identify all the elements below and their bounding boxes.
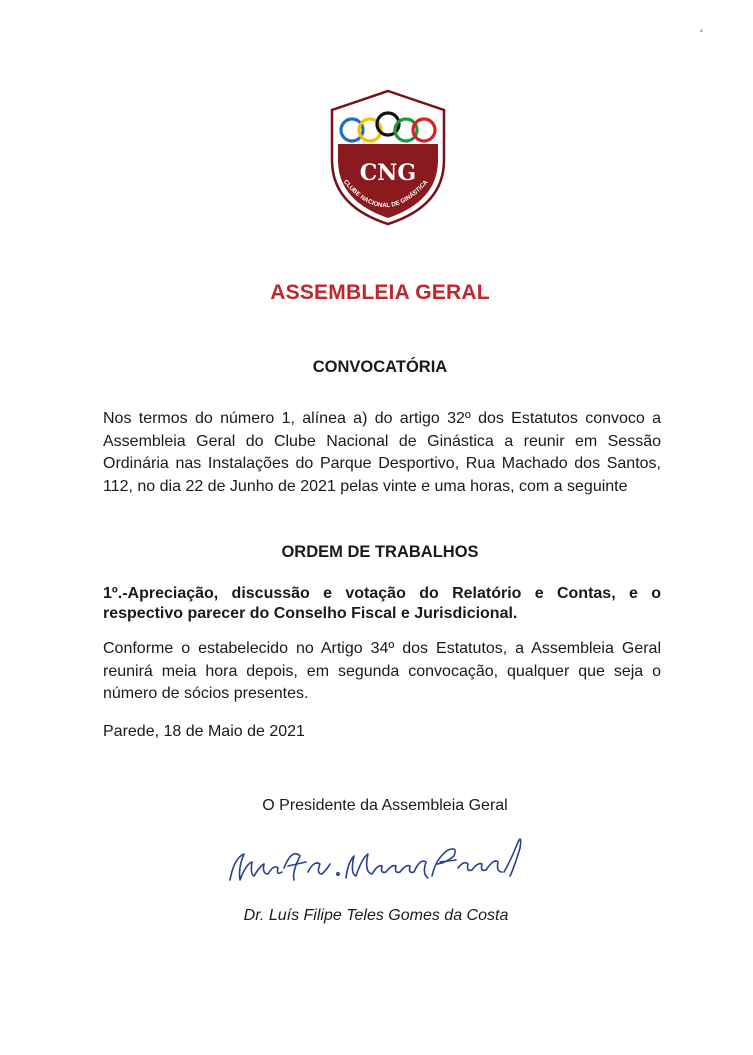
logo-monogram: CNG bbox=[359, 160, 417, 186]
signer-name: Dr. Luís Filipe Teles Gomes da Costa bbox=[243, 907, 509, 924]
corner-mark: ⸗ bbox=[700, 26, 703, 35]
document-title: ASSEMBLEIA GERAL bbox=[270, 281, 490, 304]
second-call-paragraph: Conforme o estabelecido no Artigo 34º dos Estatutos, a Assembleia Geral reunirá meia hora depois, em segunda convocação, qualquer que seja o número de sócios presentes. bbox=[103, 640, 661, 702]
agenda-heading: ORDEM DE TRABALHOS bbox=[281, 543, 479, 561]
handwritten-signature bbox=[222, 828, 534, 894]
club-logo bbox=[326, 88, 450, 228]
agenda-item: 1º.-Apreciação, discussão e votação do Relatório e Contas, e o respectivo parecer do Conselho Fiscal e Jurisdicional. bbox=[103, 585, 661, 622]
document-subtitle: CONVOCATÓRIA bbox=[312, 358, 448, 376]
convocation-paragraph: Nos termos do número 1, alínea a) do artigo 32º dos Estatutos convoco a Assembleia Geral do Clube Nacional de Ginástica a reunir em Sessão Ordinária nas Instalações do Parque Desportivo, Rua Machado dos Santos, 112, no dia 22 de Junho de 2021 pelas vinte e uma horas, com a seguinte bbox=[103, 410, 661, 495]
logo-seal-text: CLUBE NACIONAL DE GINÁSTICA bbox=[341, 178, 430, 210]
date-line: Parede, 18 de Maio de 2021 bbox=[103, 723, 305, 740]
president-title: O Presidente da Assembleia Geral bbox=[262, 797, 508, 814]
